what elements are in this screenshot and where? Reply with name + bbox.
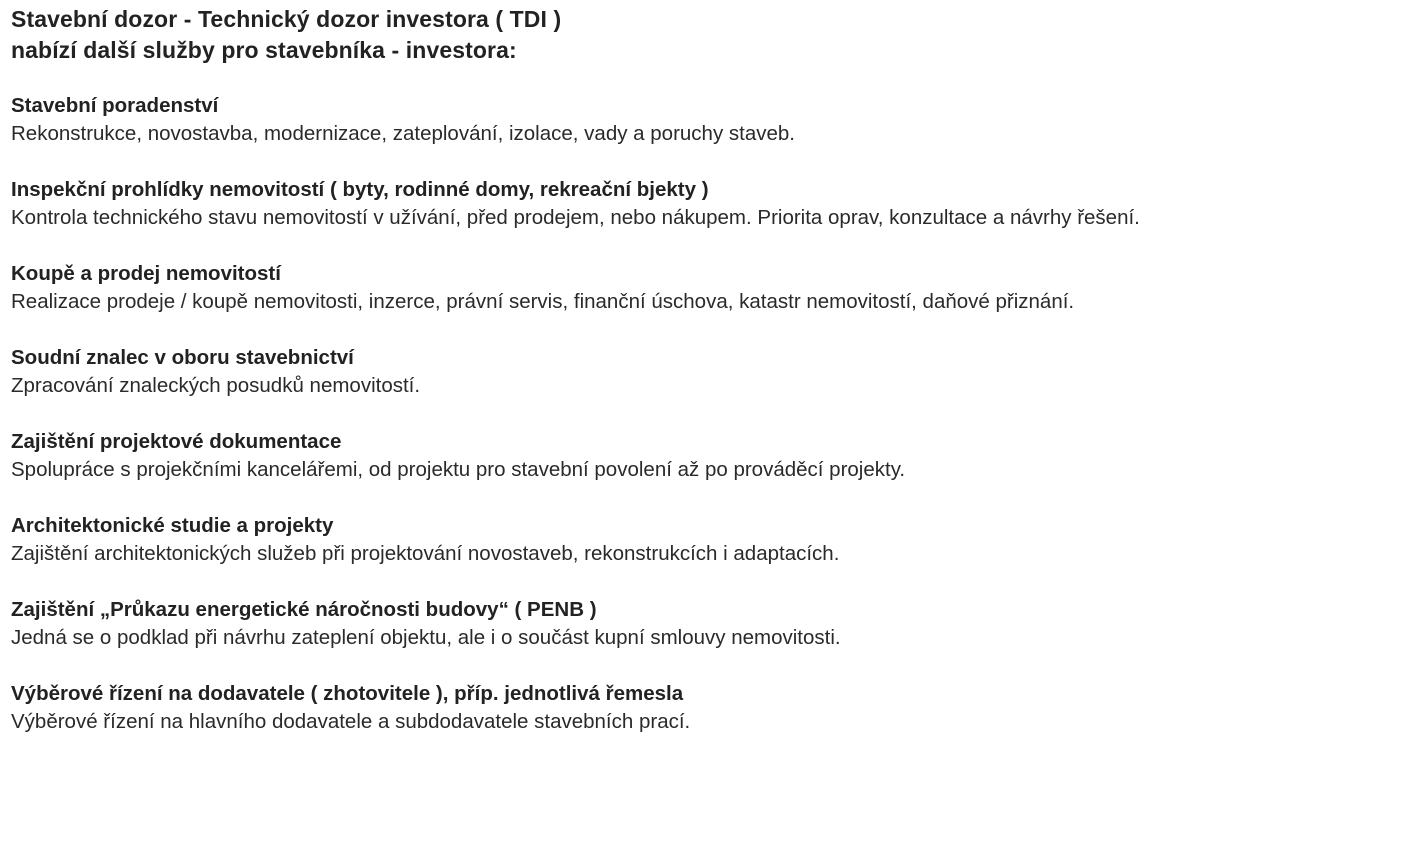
service-description: Kontrola technického stavu nemovitostí v užívání, před prodejem, nebo nákupem. Priorita oprav, konzultace a návrhy řešení.: [11, 206, 1140, 229]
service-title: Zajištění „Průkazu energetické náročnosti budovy“ ( PENB ): [11, 598, 597, 621]
service-property-sale: [11, 260, 1426, 316]
service-energy-certificate: [11, 596, 1426, 652]
service-title: Stavební poradenství: [11, 94, 219, 117]
service-title: Koupě a prodej nemovitostí: [11, 262, 281, 285]
service-title: Výběrové řízení na dodavatele ( zhotovitele ), příp. jednotlivá řemesla: [11, 682, 684, 705]
service-architectural-studies: [11, 512, 1426, 568]
service-description: Rekonstrukce, novostavba, modernizace, zateplování, izolace, vady a poruchy staveb.: [11, 122, 795, 145]
service-court-expert: [11, 344, 1426, 400]
service-property-inspections: [11, 176, 1426, 232]
service-title: Architektonické studie a projekty: [11, 514, 334, 537]
service-description: Výběrové řízení na hlavního dodavatele a subdodavatele stavebních prací.: [11, 710, 691, 733]
intro-line-1: Stavební dozor - Technický dozor investora ( TDI ): [11, 6, 562, 32]
service-title: Inspekční prohlídky nemovitostí ( byty, rodinné domy, rekreační bjekty ): [11, 178, 709, 201]
intro-line-2: nabízí další služby pro stavebníka - investora:: [11, 37, 517, 63]
service-description: Jedná se o podklad při návrhu zateplení objektu, ale i o součást kupní smlouvy nemovitosti.: [11, 626, 841, 649]
service-project-documentation: [11, 428, 1426, 484]
service-contractor-tender: [11, 680, 1426, 736]
service-description: Realizace prodeje / koupě nemovitosti, inzerce, právní servis, finanční úschova, katastr nemovitostí, daňové přiznání.: [11, 290, 1075, 313]
service-description: Zajištění architektonických služeb při projektování novostaveb, rekonstrukcích i adaptacích.: [11, 542, 840, 565]
service-description: Zpracování znaleckých posudků nemovitostí.: [11, 374, 421, 397]
service-description: Spolupráce s projekčními kancelářemi, od projektu pro stavební povolení až po prováděcí projekty.: [11, 458, 906, 481]
intro-heading: [11, 4, 1426, 66]
service-construction-consulting: [11, 92, 1426, 148]
service-title: Soudní znalec v oboru stavebnictví: [11, 346, 354, 369]
services-list: [11, 92, 1426, 736]
service-title: Zajištění projektové dokumentace: [11, 430, 342, 453]
